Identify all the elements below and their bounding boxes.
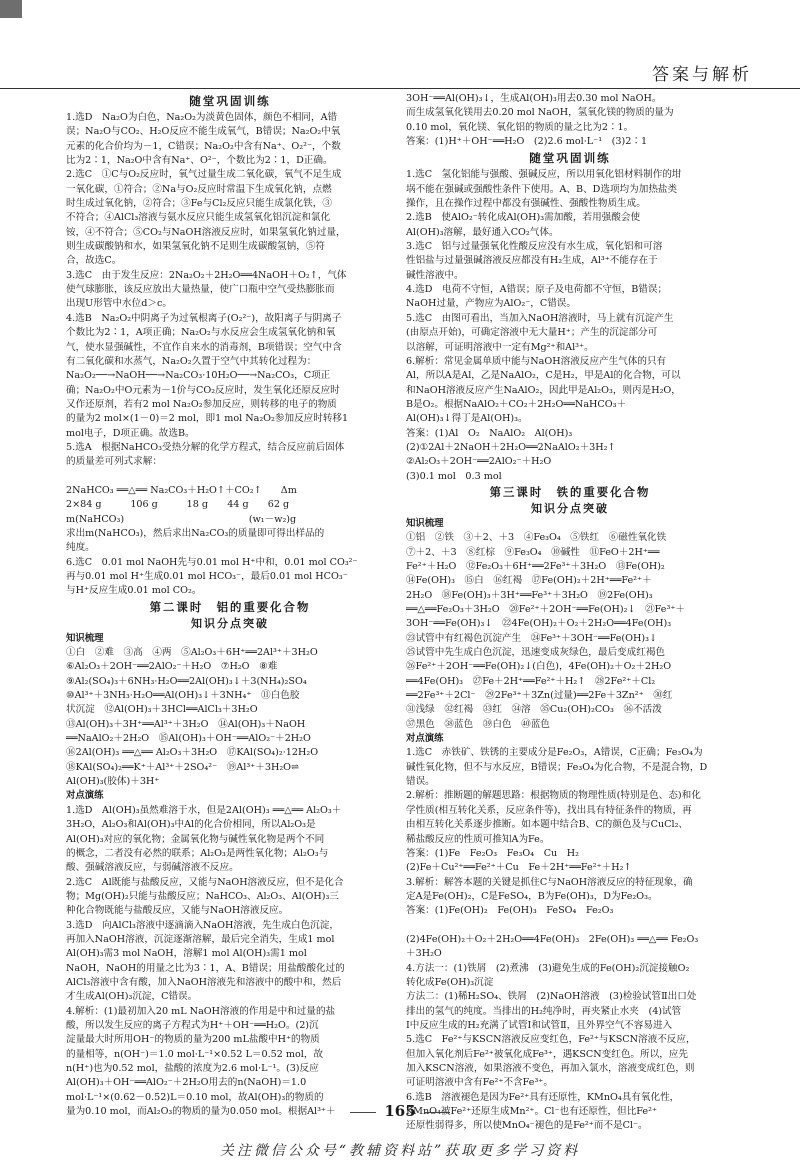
text-line: mol电子，D项正确。故选B。 — [66, 427, 195, 439]
text-line: 则生成碳酸钠和水，如果氢氧化钠不足则生成碳酸氢钠，⑤符 — [66, 241, 326, 253]
text-line: 性铝盐与过量强碱溶液反应都没有H₂生成，Al³⁺不能存在于 — [406, 255, 658, 267]
text-line: 操作，且在操作过程中都没有强碱性、强酸性物质生成。 — [406, 198, 646, 210]
text-line: 铵，④不符合；⑤CO₂与NaOH溶液反应时，如果氢氧化钠过量， — [66, 226, 346, 238]
text-line: 3.解析：解答本题的关键是抓住C与NaOH溶液反应的特征现象，确 — [406, 876, 693, 888]
text-line: 5.选C 由图可看出，当加入NaOH溶液时，马上就有沉淀产生 — [406, 312, 674, 324]
text-line: 5.选A 根据NaHCO₃受热分解的化学方程式，结合反应前后固体 — [66, 441, 345, 453]
header-title: 答案与解析 — [652, 65, 752, 85]
text-line: 6.选C 0.01 mol NaOH先与0.01 mol H⁺中和，0.01 mol CO₃²⁻ — [66, 556, 358, 568]
label-heading: 知识梳理 — [406, 517, 444, 529]
text-line: 稀盐酸反应的性质可推知A为Fe。 — [406, 833, 550, 845]
text-line: (2)4Fe(OH)₂＋O₂＋2H₂O══4Fe(OH)₃ 2Fe(OH)₃ ══△══ Fe₂O₃ — [406, 933, 699, 945]
text-line: 的质量差可列式求解： — [66, 456, 162, 468]
text-line: (3)0.1 mol 0.3 mol — [406, 470, 502, 482]
text-line: 碱性溶液中。 — [406, 269, 464, 281]
text-line: 定A是Fe(OH)₂，C是FeSO₄，B为Fe(OH)₃，D为Fe₂O₃。 — [406, 890, 658, 902]
text-line: 还原性弱得多，所以使MnO₄⁻褪色的是Fe²⁺而不是Cl⁻。 — [406, 1120, 648, 1132]
text-line: 由相互转化关系逐步推断。如本题中结合B、C的颜色及与CuCl₂、 — [406, 819, 689, 831]
text-line: 纯度。 — [66, 542, 95, 554]
text-line: 转化成Fe(OH)₃沉淀 — [406, 976, 494, 988]
text-line: Na₂O₂──→NaOH──→Na₂CO₃·10H₂O──→Na₂CO₃，C项正 — [66, 370, 331, 382]
text-line: 求出m(NaHCO₃)，然后求出Na₂CO₃的质量即可得出样品的 — [66, 527, 325, 539]
text-line: ㉓试管中有红褐色沉淀产生 ㉔Fe³⁺＋3OH⁻══Fe(OH)₃↓ — [406, 632, 657, 644]
text-line: Al，所以A是Al，乙是NaAlO₂，C是H₂，甲是Al的化合物，可以 — [406, 370, 681, 382]
text-line: NaOH，NaOH的用量之比为3∶1，A、B错误；用盐酸酸化过的 — [66, 962, 345, 974]
text-line: 1.选D Na₂O为白色，Na₂O₂为淡黄色固体，颜色不相同，A错 — [66, 112, 338, 123]
right-column — [406, 92, 734, 1132]
text-line: 2NaHCO₃ ══△══ Na₂CO₃＋H₂O↑＋CO₂↑ Δm — [66, 484, 297, 496]
text-line: ②Al₂O₃＋2OH⁻══2AlO₂⁻＋H₂O — [406, 456, 552, 468]
text-line: ㉖Fe²⁺＋2OH⁻══Fe(OH)₂↓(白色)，4Fe(OH)₂＋O₂＋2H₂O — [406, 661, 672, 673]
page-number-dash-left — [350, 1112, 376, 1113]
text-line: 2.选C Al既能与盐酸反应，又能与NaOH溶液反应，但不是化合 — [66, 876, 344, 888]
text-line: 比为2∶1，Na₂O中含有Na⁺、O²⁻，个数比为2∶1，D正确。 — [66, 155, 333, 167]
text-line: m(NaHCO₃) (w₁－w₂)g — [66, 513, 297, 525]
text-line: 碱性氧化物，但不与水反应，B错误；Fe₃O₄为化合物，不是混合物，D — [406, 761, 708, 773]
corner-mark — [0, 0, 22, 18]
text-line: 4.选D 电荷不守恒，A错误；原子及电荷都不守恒，B错误； — [406, 284, 668, 296]
text-line: 个数比为2∶1，A项正确；Na₂O₂与水反应会生成氢氧化钠和氧 — [66, 327, 336, 339]
text-line: 0.10 mol，氧化镁、氧化铝的物质的量之比为2∶1。 — [406, 121, 634, 133]
text-line: 有二氧化碳和水蒸气，Na₂O₂久置于空气中其转化过程为： — [66, 355, 317, 367]
text-line: ══△══Fe₂O₃＋3H₂O ⑳Fe²⁺＋2OH⁻══Fe(OH)₂↓ ㉑Fe³⁺＋ — [406, 604, 685, 615]
text-line: 种化合物既能与盐酸反应，又能与NaOH溶液反应。 — [66, 905, 289, 917]
text-line: 答案：(1)Al O₂ NaAlO₂ Al(OH)₃ — [406, 427, 573, 439]
left-column — [66, 92, 394, 1118]
text-line: (由原点开始)，可确定溶液中无大量H⁺；产生的沉淀部分可 — [406, 327, 658, 339]
text-line: ⑭Fe(OH)₃ ⑮白 ⑯红褐 ⑰Fe(OH)₂＋2H⁺══Fe²⁺＋ — [406, 575, 652, 587]
text-line: 2×84 g 106 g 18 g 44 g 62 g — [66, 499, 290, 511]
text-line: 误；Na₂O与CO₂、H₂O反应不能生成氧气，B错误；Na₂O₂中氧 — [66, 126, 341, 138]
text-line: ⑯2Al(OH)₃ ══△══ Al₂O₃＋3H₂O ⑰KAl(SO₄)₂·12H₂O — [66, 747, 319, 759]
text-line: 酸、强碱溶液反应，与弱碱溶液不反应。 — [66, 862, 239, 874]
page-number: 165 — [384, 1102, 416, 1120]
text-line: 不符合；④AlCl₃溶液与氨水反应只能生成氢氧化铝沉淀和氯化 — [66, 212, 331, 224]
text-line: ＋3H₂O — [406, 948, 442, 960]
text-line: ⑥Al₂O₃＋2OH⁻══2AlO₂⁻＋H₂O ⑦H₂O ⑧难 — [66, 661, 278, 673]
text-line: ㉛浅绿 ㉜红褐 ㉝红 ㉞溶 ㉟Cu₂(OH)₂CO₃ ㊱不活泼 — [406, 704, 662, 716]
text-line: 合，故选C。 — [66, 255, 122, 267]
text-line: 状沉淀 ⑫Al(OH)₃＋3HCl══AlCl₃＋3H₂O — [66, 704, 258, 716]
subsection-heading: 知识分点突破 — [531, 501, 609, 515]
text-line: ①白 ②难 ③高 ④两 ⑤Al₂O₃＋6H⁺══2Al³⁺＋3H₂O — [66, 647, 318, 659]
text-line: mol·L⁻¹×(0.62－0.52)L＝0.10 mol，故Al(OH)₃的物质的 — [66, 1091, 324, 1103]
text-line — [66, 470, 394, 484]
text-line: Ⅰ中反应生成的H₂充满了试管Ⅰ和试管Ⅱ，且外界空气不容易进入 — [406, 1019, 673, 1031]
lesson-title: 第二课时 铝的重要化合物 — [149, 599, 311, 614]
text-line: (2)①2Al＋2NaOH＋2H₂O══2NaAlO₂＋3H₂↑ — [406, 441, 616, 453]
text-line: 排出的氢气的纯度。当排出的H₂纯净时，再夹紧止水夹 (4)试管 — [406, 1005, 682, 1017]
text-line: Al(OH)₃需3 mol NaOH，溶解1 mol Al(OH)₃需1 mol — [66, 948, 307, 960]
text-line: 1.选D Al(OH)₃虽然难溶于水，但是2Al(OH)₃ ══△══ Al₂O₃＋ — [66, 804, 342, 816]
text-line: 2.解析：推断题的解题思路：根据物质的物理性质(特别是色、态)和化 — [406, 790, 701, 802]
text-line: 2.选B 使AlO₂⁻转化成Al(OH)₃需加酸，若用强酸会使 — [406, 212, 641, 224]
text-line: 气，使水显强碱性，不宜作自来水的消毒剂，B项错误；空气中含 — [66, 341, 342, 353]
text-line: 3OH⁻══Al(OH)₃↓，生成Al(OH)₃用去0.30 mol NaOH。 — [406, 93, 662, 104]
text-line: n(H⁺)也为0.52 mol，盐酸的浓度为2.6 mol·L⁻¹。(3)反应 — [66, 1063, 319, 1074]
text-line: 3.选C 由于发生反应：2Na₂O₂＋2H₂O══4NaOH＋O₂↑，气体 — [66, 269, 347, 281]
text-line: 答案：(1)Fe Fe₂O₃ Fe₃O₄ Cu H₂ — [406, 847, 580, 859]
text-line: 3H₂O，Al₂O₃和Al(OH)₃中Al的化合价相同，所以Al₂O₃是 — [66, 819, 316, 831]
header-rule — [0, 88, 800, 89]
text-line: Al(OH)₃＋OH⁻══AlO₂⁻＋2H₂O用去的n(NaOH)＝1.0 — [66, 1077, 307, 1089]
section-heading: 随堂巩固训练 — [189, 94, 271, 108]
text-line: 与H⁺反应生成0.01 mol CO₂。 — [66, 585, 202, 597]
subsection-heading: 知识分点突破 — [191, 616, 269, 630]
text-line: 3.选D 向AlCl₃溶液中逐滴滴入NaOH溶液，先生成白色沉淀， — [66, 919, 339, 931]
text-line: 加入KSCN溶液，如果溶液不变色，再加入氯水，溶液变成红色，则 — [406, 1063, 695, 1074]
page-number-dash-right — [424, 1112, 450, 1113]
text-line: Al(OH)₃↓得丁是Al(OH)₃。 — [406, 413, 528, 425]
text-line: 4.解析：(1)最初加入20 mL NaOH溶液的作用是中和过量的盐 — [66, 1005, 336, 1017]
text-line: ══2Fe³⁺＋2Cl⁻ ㉙2Fe³⁺＋3Zn(过量)══2Fe＋3Zn²⁺ ㉚红 — [406, 690, 673, 702]
text-line: Al(OH)₃(胶体)＋3H⁺ — [66, 776, 160, 788]
text-line: (2)Fe＋Cu²⁺══Fe²⁺＋Cu Fe＋2H⁺══Fe²⁺＋H₂↑ — [406, 862, 632, 874]
text-line: 而生成氢氧化镁用去0.20 mol NaOH，氢氧化镁的物质的量为 — [406, 107, 674, 119]
text-line: 3.选C 铝与过量强氧化性酸反应没有水生成，氧化铝和可溶 — [406, 241, 663, 253]
text-line: ⑦＋2、＋3 ⑧红棕 ⑨Fe₃O₄ ⑩碱性 ⑪FeO＋2H⁺══ — [406, 546, 660, 558]
text-line: ⑱KAl(SO₄)₂══K⁺＋Al³⁺＋2SO₄²⁻ ⑲Al³⁺＋3H₂O⇌ — [66, 761, 300, 773]
text-line — [406, 919, 734, 933]
text-line: 2.选C ①C与O₂反应时，氧气过量生成二氧化碳，氧气不足生成 — [66, 169, 342, 181]
text-line: ①铝 ②铁 ③＋2、＋3 ④Fe₃O₄ ⑤铁红 ⑥磁性氧化铁 — [406, 532, 667, 544]
text-line: ══NaAlO₂＋2H₂O ⑮Al(OH)₃＋OH⁻══AlO₂⁻＋2H₂O — [66, 733, 311, 745]
text-line: 6.选B 溶液褪色是因为Fe²⁺具有还原性，KMnO₄具有氧化性， — [406, 1091, 680, 1103]
text-line: 以溶解，可证明溶液中一定有Mg²⁺和Al³⁺。 — [406, 341, 594, 353]
text-line: 方法二：(1)稀H₂SO₄、铁屑 (2)NaOH溶液 (3)检验试管Ⅱ出口处 — [406, 991, 697, 1003]
text-line: ══4Fe(OH)₃ ㉗Fe＋2H⁺══Fe²⁺＋H₂↑ ㉘2Fe²⁺＋Cl₂ — [406, 675, 656, 687]
text-line: ⑬Al(OH)₃＋3H⁺══Al³⁺＋3H₂O ⑭Al(OH)₃＋NaOH — [66, 718, 306, 730]
text-line: 错误。 — [406, 776, 435, 788]
text-line: 5.选C Fe²⁺与KSCN溶液反应变红色，Fe²⁺与KSCN溶液不反应， — [406, 1034, 696, 1046]
text-line: 确；Na₂O₂中O元素为－1价与CO₂反应时，发生氧化还原反应时 — [66, 384, 340, 396]
text-line: 的概念，二者没有必然的联系；Al₂O₃是两性氧化物；Al₂O₃与 — [66, 847, 329, 859]
text-line: 可证明溶液中含有Fe²⁺不含Fe³⁺。 — [406, 1077, 553, 1089]
footer-note: 关注微信公众号“教辅资料站”获取更多学习资料 — [219, 1143, 581, 1159]
text-line: ㊲黑色 ㊳蓝色 ㊴白色 ㊵蓝色 — [406, 718, 550, 730]
text-line: 时生成过氧化钠，②符合；③Fe与Cl₂反应只能生成氯化铁，③ — [66, 198, 332, 210]
text-line: ⑩Al³⁺＋3NH₃·H₂O══Al(OH)₃↓＋3NH₄⁺ ⑪白色胶 — [66, 690, 300, 702]
text-line: 的量为2 mol×(1－0)＝2 mol，即1 mol Na₂O₂参加反应时转移1 — [66, 413, 349, 425]
text-line: 酸，所以发生反应的离子方程式为H⁺＋OH⁻══H₂O。(2)沉 — [66, 1019, 319, 1031]
text-line: ㉕试管中先生成白色沉淀，迅速变成灰绿色，最后变成红褐色 — [406, 647, 666, 659]
lesson-title: 第三课时 铁的重要化合物 — [489, 484, 651, 499]
text-line: 1.选C 赤铁矿、铁锈的主要成分是Fe₂O₃，A错误，C正确；Fe₃O₄为 — [406, 747, 703, 759]
text-line: 量为0.10 mol，而Al₂O₃的物质的量为0.050 mol。根据Al³⁺＋ — [66, 1106, 336, 1118]
text-line: KMnO₄被Fe²⁺还原生成Mn²⁺。Cl⁻也有还原性，但比Fe²⁺ — [406, 1106, 658, 1118]
text-line: 才生成Al(OH)₃沉淀，C错误。 — [66, 991, 198, 1003]
text-line: B是O₂。根据NaAlO₂＋CO₂＋2H₂O══NaHCO₃＋ — [406, 398, 627, 410]
text-line: 3OH⁻══Fe(OH)₃↓ ㉒4Fe(OH)₂＋O₂＋2H₂O══4Fe(OH)₃ — [406, 618, 672, 630]
text-line: Al(OH)₃对应的氧化物；金属氧化物与碱性氧化物是两个不同 — [66, 833, 325, 845]
text-line: NaOH过量，产物应为AlO₂⁻，C错误。 — [406, 298, 576, 310]
text-line: Al(OH)₃溶解，最好通入CO₂气体。 — [406, 226, 559, 238]
text-line: 一氧化碳，①符合；②Na与O₂反应时常温下生成氧化钠，点燃 — [66, 183, 332, 195]
text-line: 使气球膨胀，该反应放出大量热量，使广口瓶中空气受热膨胀而 — [66, 284, 335, 296]
text-line: 答案：(1)H⁺＋OH⁻══H₂O (2)2.6 mol·L⁻¹ (3)2∶1 — [406, 136, 648, 148]
label-heading: 对点演练 — [406, 733, 444, 745]
text-line: 6.解析：常见金属单质中能与NaOH溶液反应产生气体的只有 — [406, 355, 667, 367]
page-number-line — [0, 1102, 800, 1120]
text-line: 但加入氧化剂后Fe²⁺被氧化成Fe³⁺，遇KSCN变红色。所以，应先 — [406, 1048, 688, 1060]
text-line: 埚不能在强碱或强酸性条件下使用。A、B、D选项均为加热盐类 — [406, 183, 678, 195]
label-heading: 知识梳理 — [66, 632, 104, 644]
answer-columns — [66, 92, 734, 1132]
text-line: 2H₂O ⑱Fe(OH)₃＋3H⁺══Fe³⁺＋3H₂O ⑲2Fe(OH)₃ — [406, 589, 653, 601]
text-line: AlCl₃溶液中含有酸，加入NaOH溶液先和溶液中的酸中和，然后 — [66, 976, 342, 988]
text-line: 再与0.01 mol H⁺生成0.01 mol HCO₃⁻，最后0.01 mol HCO₃⁻ — [66, 571, 348, 582]
text-line: 再加入NaOH溶液，沉淀逐渐溶解，最后完全消失，生成1 mol — [66, 933, 335, 945]
text-line: 1.选C 氢化铝能与强酸、强碱反应，所以用氧化铝材料制作的坩 — [406, 169, 682, 181]
text-line: 又作还原剂，若有2 mol Na₂O₂参加反应，则转移的电子的物质 — [66, 398, 337, 410]
text-line: 出现U形管中水位d＞c。 — [66, 298, 172, 310]
text-line: 答案：(1)Fe(OH)₂ Fe(OH)₃ FeSO₄ Fe₂O₃ — [406, 905, 614, 917]
text-line: Fe²⁺＋H₂O ⑫Fe₂O₃＋6H⁺══2Fe³⁺＋3H₂O ⑬Fe(OH)₂ — [406, 560, 665, 572]
text-line: 和NaOH溶液反应产生NaAlO₂，因此甲是Al₂O₃，则丙是H₂O， — [406, 384, 681, 396]
text-line: 4.方法一：(1)铁屑 (2)煮沸 (3)避免生成的Fe(OH)₂沉淀接触O₂ — [406, 962, 690, 974]
text-line: 学性质(相互转化关系，反应条件等)，找出具有特征条件的物质，再 — [406, 804, 692, 816]
label-heading: 对点演练 — [66, 790, 104, 802]
text-line: 淀量最大时所用OH⁻的物质的量为200 mL盐酸中H⁺的物质 — [66, 1034, 320, 1046]
text-line: 4.选B Na₂O₂中阴离子为过氧根离子(O₂²⁻)，故阳离子与阴离子 — [66, 312, 342, 324]
section-heading: 随堂巩固训练 — [529, 151, 611, 166]
text-line: 的量相等，n(OH⁻)＝1.0 mol·L⁻¹×0.52 L＝0.52 mol，故 — [66, 1048, 324, 1060]
text-line: 元素的化合价均为－1，C错误；Na₂O₂中含有Na⁺、O₂²⁻，个数 — [66, 140, 341, 152]
text-line: ⑨Al₂(SO₄)₃＋6NH₃·H₂O══2Al(OH)₃↓＋3(NH₄)₂SO₄ — [66, 675, 307, 687]
text-line: 物；Mg(OH)₂只能与盐酸反应；NaHCO₃、Al₂O₃、Al(OH)₃三 — [66, 890, 339, 902]
